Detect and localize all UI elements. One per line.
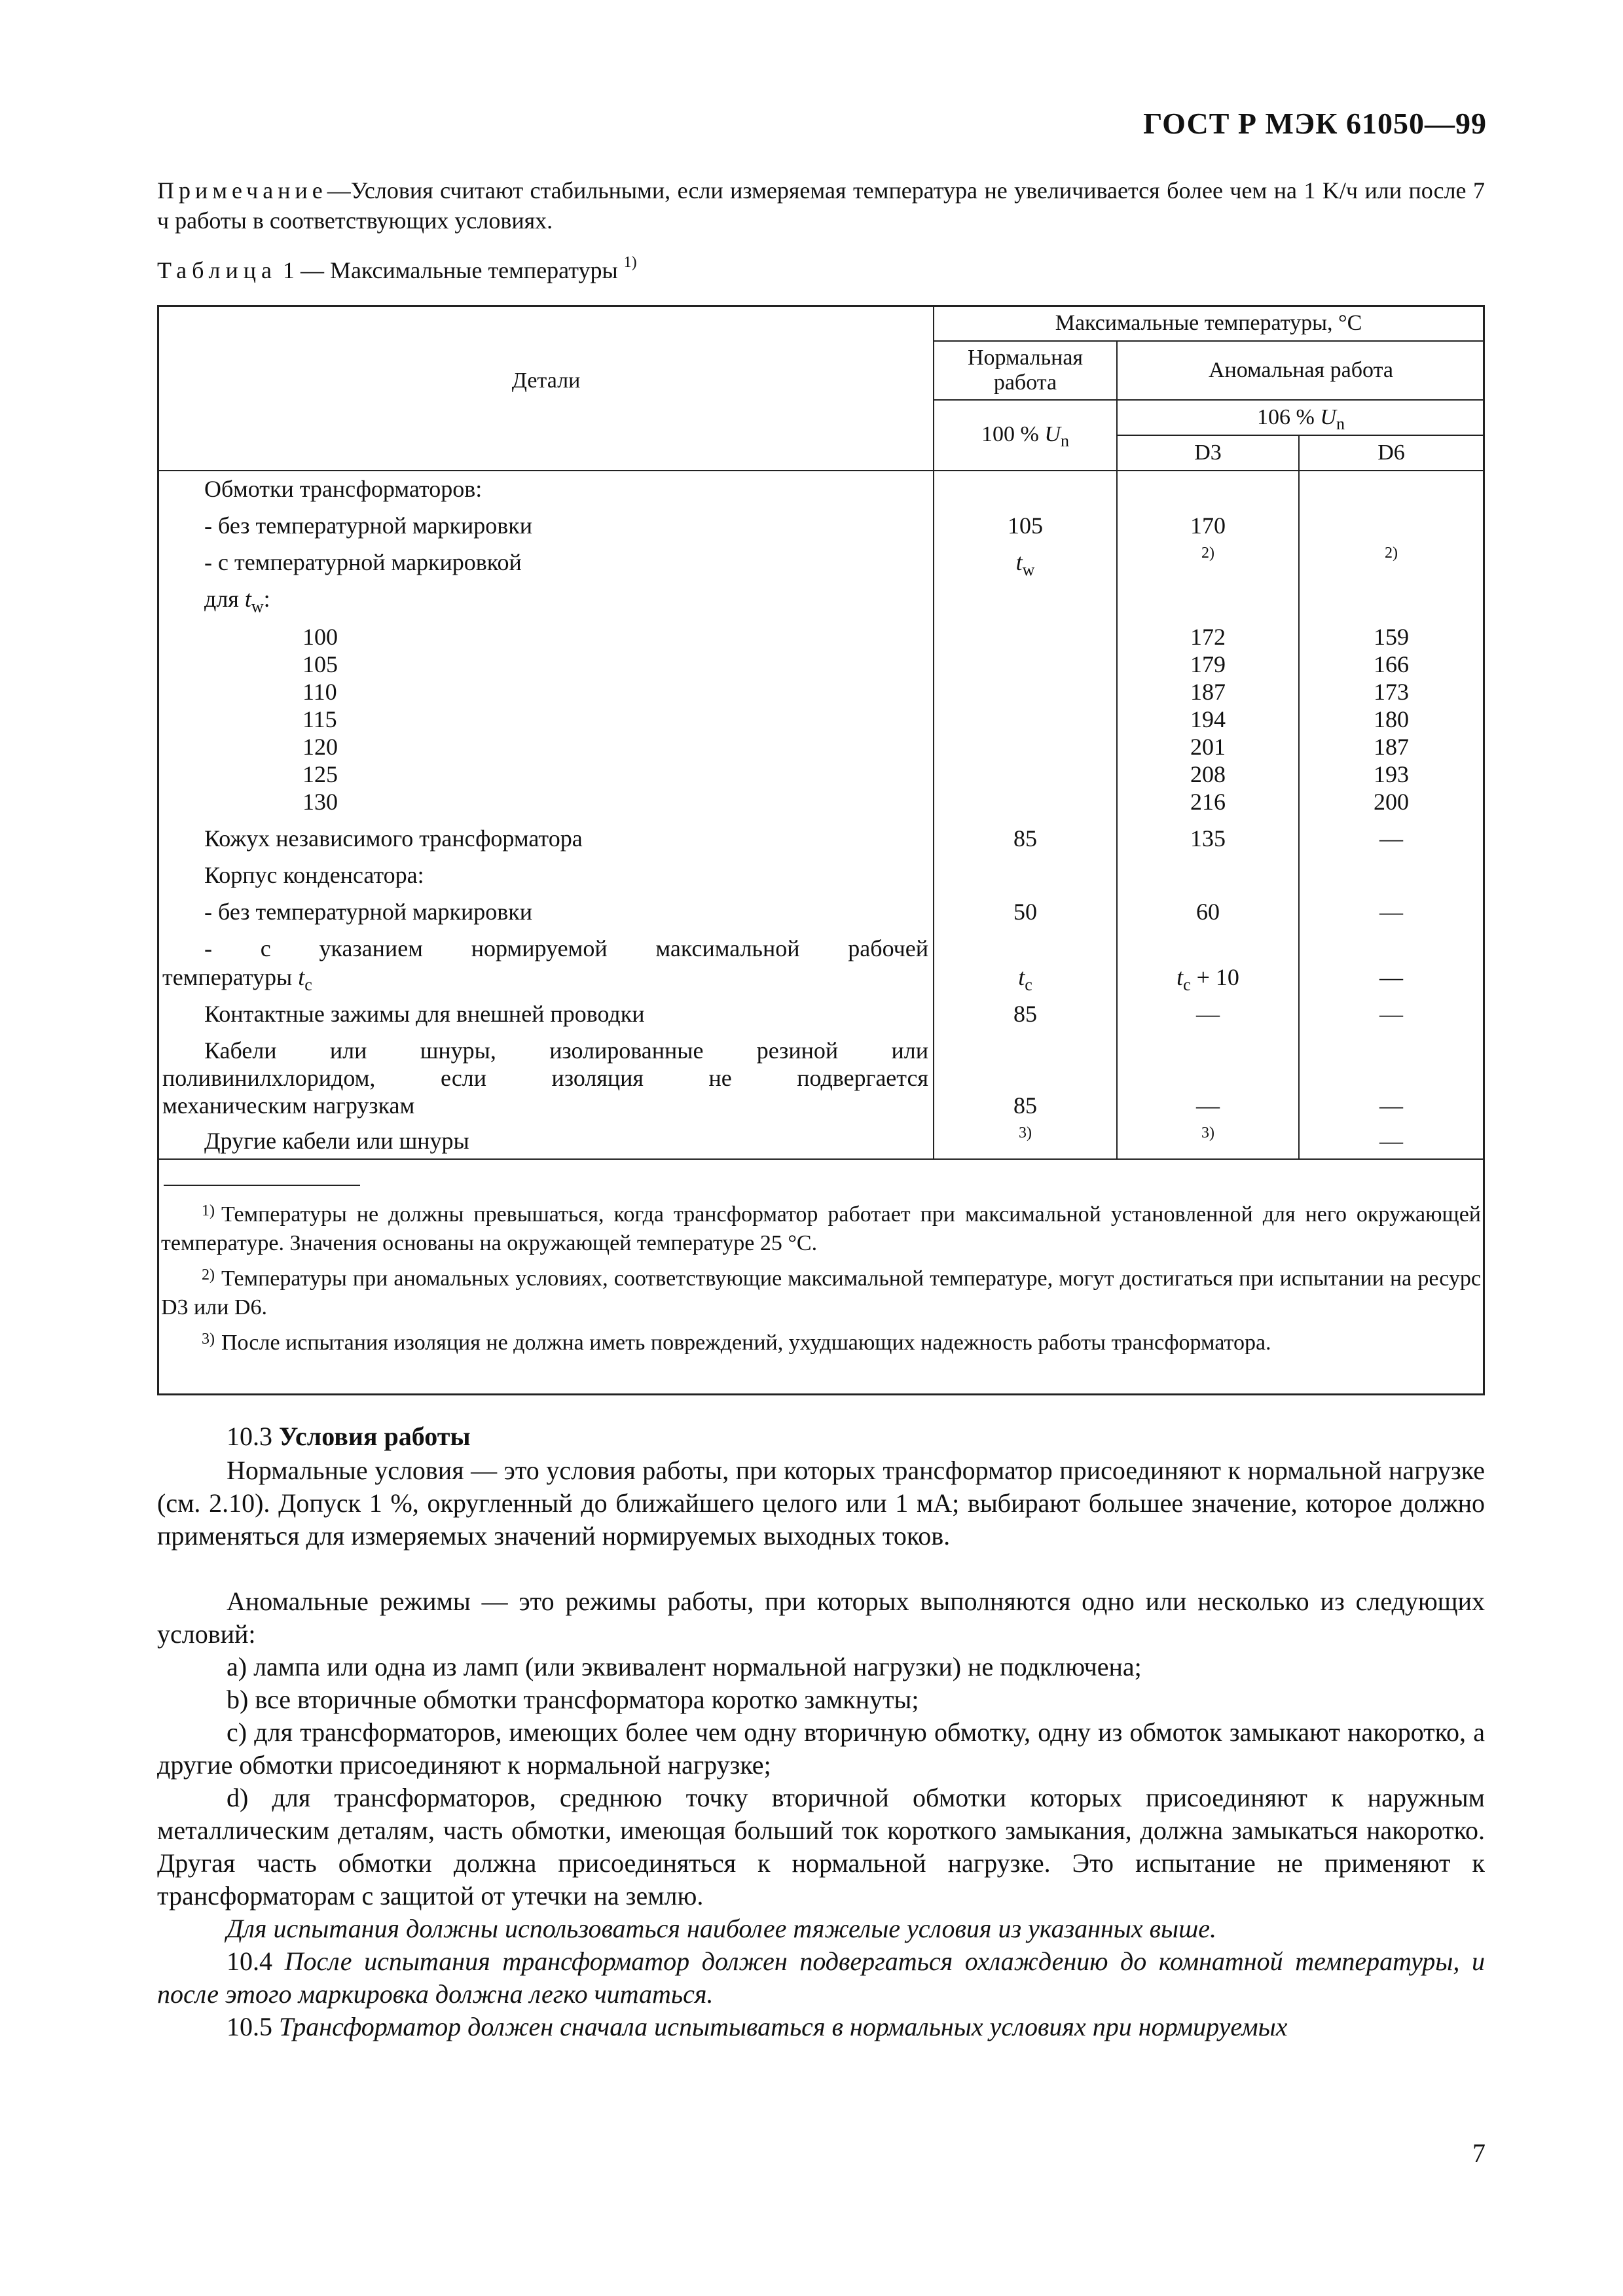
list-item-c: c) для трансформаторов, имеющих более чем одну вторичную обмотку, одну из обмоток замыкают накоротко, а другие обмотки присоединяют к нормальной нагрузке; (157, 1717, 1485, 1780)
row-for-tw-label (204, 585, 270, 615)
tc-symbol: t (298, 964, 305, 990)
tw-d6-value: 200 (1374, 789, 1409, 815)
row-cables-d6: — (1379, 1092, 1403, 1119)
row-terminals-d6: — (1379, 1001, 1403, 1027)
row-cap-rated-d6: — (1379, 964, 1403, 990)
paragraph-10-4 (157, 1945, 1485, 2011)
footnote-1 (161, 1200, 1481, 1258)
row-housing-d6: — (1379, 825, 1403, 852)
table-caption-number: 1 (282, 257, 295, 283)
note-text: —Условия считают стабильными, если измеряемая температура не увеличивается более чем на 1 K/ч или после 7 ч работы в соответствующих условиях. (157, 177, 1485, 234)
table-caption-footnote-ref: 1) (623, 254, 637, 271)
tw-value: 115 (302, 706, 337, 732)
row-with-mark-d6-ref: 2) (1385, 545, 1398, 562)
row-cables-label-line3: механическим нагрузкам (162, 1092, 415, 1119)
list-item-d: d) для трансформаторов, среднюю точку вторичной обмотки которых присоединяют к наружным металлическим деталям, часть обмотки, имеющая больший ток короткого замыкания, должна замыкаться накоротко. Другая часть обмотки должна присоединяться к нормальной нагрузке. Это испытание не применяют к трансформаторам с защитой от утечки на землю. (157, 1783, 1485, 1910)
footnote-separator (164, 1185, 360, 1186)
row-cables-normal: 85 (1013, 1092, 1037, 1119)
tw-symbol: t (1015, 549, 1023, 575)
footnote-text: После испытания изоляция не должна иметь повреждений, ухудшающих надежность работы трансформатора. (221, 1331, 1271, 1355)
table-divider (157, 470, 1485, 471)
row-with-mark-d3-ref: 2) (1201, 545, 1214, 562)
section-number: 10.3 (227, 1422, 272, 1451)
list-item-b: b) все вторичные обмотки трансформатора коротко замкнуты; (227, 1685, 919, 1714)
page-number: 7 (1472, 2138, 1486, 2168)
tw-subscript: w (251, 597, 264, 616)
row-housing-label: Кожух независимого трансформатора (204, 825, 583, 852)
note-paragraph (157, 175, 1485, 236)
table-header-voltage-normal (934, 422, 1116, 449)
tw-d3-value: 179 (1190, 651, 1226, 677)
tw-d6-value: 159 (1374, 624, 1409, 650)
cap-rated-word: температуры (162, 964, 293, 990)
table-divider (1116, 435, 1485, 436)
tw-d3-value: 194 (1190, 706, 1226, 732)
voltage-symbol: U (1044, 422, 1061, 446)
table-caption-word: Таблица (157, 257, 277, 283)
row-other-d3-ref: 3) (1201, 1124, 1214, 1141)
table-header-d6: D6 (1377, 440, 1405, 465)
table-divider (157, 1158, 1485, 1160)
tw-value: 130 (302, 789, 338, 815)
row-housing-normal: 85 (1013, 825, 1037, 852)
tw-d3-value: 187 (1190, 679, 1226, 705)
voltage-symbol: U (1320, 405, 1336, 429)
row-terminals-label: Контактные зажимы для внешней проводки (204, 1001, 645, 1027)
document-code: ГОСТ Р МЭК 61050—99 (1143, 107, 1487, 140)
tw-value: 100 (302, 624, 338, 650)
tw-d3-value: 172 (1190, 624, 1226, 650)
row-windings-label: Обмотки трансформаторов: (204, 476, 483, 502)
table-header-parts: Детали (511, 368, 581, 393)
row-no-mark-label: - без температурной маркировки (204, 512, 533, 539)
for-tw-prefix: для (204, 586, 239, 612)
tc-plus: + 10 (1196, 964, 1239, 990)
paragraph-number: 10.4 (227, 1946, 272, 1976)
row-with-mark-label: - с температурной маркировкой (204, 549, 522, 575)
tw-d6-value: 166 (1374, 651, 1409, 677)
paragraph-normal-conditions: Нормальные условия — это условия работы, при которых трансформатор присоединяют к нормальной нагрузке (см. 2.10). Допуск 1 %, округленный до ближайшего целого или 1 мА; выбирают большее значение, которое должно применяться для измеряемых значений нормируемых выходных токов. (157, 1456, 1485, 1551)
row-cap-no-mark-normal: 50 (1013, 899, 1037, 925)
row-cap-no-mark-d3: 60 (1196, 899, 1220, 925)
note-label: Примечание (157, 177, 327, 204)
voltage-abnormal-value: 106 % (1257, 405, 1315, 429)
tw-symbol: t (244, 586, 251, 612)
tw-value: 105 (302, 651, 338, 677)
tw-d6-value: 180 (1374, 706, 1409, 732)
row-cables-d3: — (1196, 1092, 1220, 1119)
table-divider (933, 340, 1485, 342)
row-no-mark-normal: 105 (1008, 512, 1043, 539)
row-cap-rated-d3 (1118, 963, 1298, 994)
table-header-normal: Нормальная работа (967, 346, 1084, 395)
row-cap-rated-label-line1: - с указанием нормируемой максимальной рабочей (204, 935, 928, 961)
row-cap-rated-label-line2 (162, 963, 312, 994)
tw-value: 120 (302, 734, 338, 760)
voltage-subscript: n (1336, 414, 1345, 433)
row-cap-no-mark-label: - без температурной маркировки (204, 899, 533, 925)
section-title: Условия работы (279, 1422, 471, 1451)
paragraph-abnormal-modes: Аномальные режимы — это режимы работы, при которых выполняются одно или несколько из следующих условий: (157, 1587, 1485, 1649)
voltage-normal-value: 100 % (981, 422, 1039, 446)
row-terminals-d3: — (1196, 1001, 1220, 1027)
tc-subscript: c (304, 975, 312, 994)
tc-subscript: c (1183, 975, 1191, 994)
paragraph-10-5 (157, 2011, 1485, 2043)
tc-symbol: t (1176, 964, 1184, 990)
tw-d6-value: 173 (1374, 679, 1409, 705)
table-header-d3: D3 (1194, 440, 1222, 465)
footnote-text: Температуры при аномальных условиях, соответствующие максимальной температуре, могут достигаться при испытании на ресурс D3 или D6. (161, 1266, 1481, 1319)
footnote-text: Температуры не должны превышаться, когда трансформатор работает при максимальной установленной для него окружающей температуре. Значения основаны на окружающей температуре 25 °С. (161, 1202, 1481, 1255)
row-terminals-normal: 85 (1013, 1001, 1037, 1027)
row-other-d6: — (1379, 1128, 1403, 1154)
table-divider (933, 399, 1485, 401)
table-header-abnormal: Аномальная работа (1209, 358, 1393, 382)
table-caption-text: — Максимальные температуры (300, 257, 618, 283)
row-cap-no-mark-d6: — (1379, 899, 1403, 925)
footnote-3 (161, 1329, 1481, 1357)
tw-d3-value: 216 (1190, 789, 1226, 815)
footnote-2 (161, 1265, 1481, 1322)
row-cables-label-line2: поливинилхлоридом, если изоляция не подвергается (162, 1065, 928, 1091)
row-other-normal-ref: 3) (1019, 1124, 1032, 1141)
footnote-mark: 2) (202, 1266, 215, 1283)
tc-symbol: t (1018, 964, 1025, 990)
table-header-voltage-abnormal (1118, 404, 1484, 432)
row-other-label: Другие кабели или шнуры (204, 1128, 469, 1154)
tw-subscript: w (1022, 560, 1035, 579)
list-item-a: a) лампа или одна из ламп (или эквивалент нормальной нагрузки) не подключена; (227, 1652, 1142, 1681)
for-tw-suffix: : (263, 586, 270, 612)
table-caption (157, 254, 637, 284)
row-with-mark-normal (934, 548, 1116, 579)
tw-d6-value: 187 (1374, 734, 1409, 760)
paragraph-text: После испытания трансформатор должен подвергаться охлаждению до комнатной температуры, и после этого маркировка должна легко читаться. (157, 1946, 1486, 2009)
row-cables-label-line1: Кабели или шнуры, изолированные резиной или (204, 1037, 928, 1064)
tw-value: 110 (302, 679, 337, 705)
row-cap-rated-normal (934, 963, 1116, 994)
tc-subscript: c (1025, 975, 1032, 994)
table-header-max-temps: Максимальные температуры, °С (1055, 311, 1362, 335)
tw-d6-value: 193 (1374, 761, 1409, 787)
footnote-mark: 1) (202, 1202, 215, 1219)
tw-d3-value: 208 (1190, 761, 1226, 787)
row-capacitor-label: Корпус конденсатора: (204, 862, 424, 888)
row-housing-d3: 135 (1190, 825, 1226, 852)
paragraph-text: Трансформатор должен сначала испытываться в нормальных условиях при нормируемых (279, 2012, 1288, 2041)
footnote-mark: 3) (202, 1331, 215, 1348)
section-heading (157, 1420, 1485, 1453)
paragraph-number: 10.5 (227, 2012, 272, 2041)
voltage-subscript: n (1060, 431, 1069, 450)
paragraph-test-conditions: Для испытания должны использоваться наиболее тяжелые условия из указанных выше. (227, 1914, 1217, 1943)
tw-d3-value: 201 (1190, 734, 1226, 760)
row-no-mark-d3: 170 (1190, 512, 1226, 539)
tw-value: 125 (302, 761, 338, 787)
